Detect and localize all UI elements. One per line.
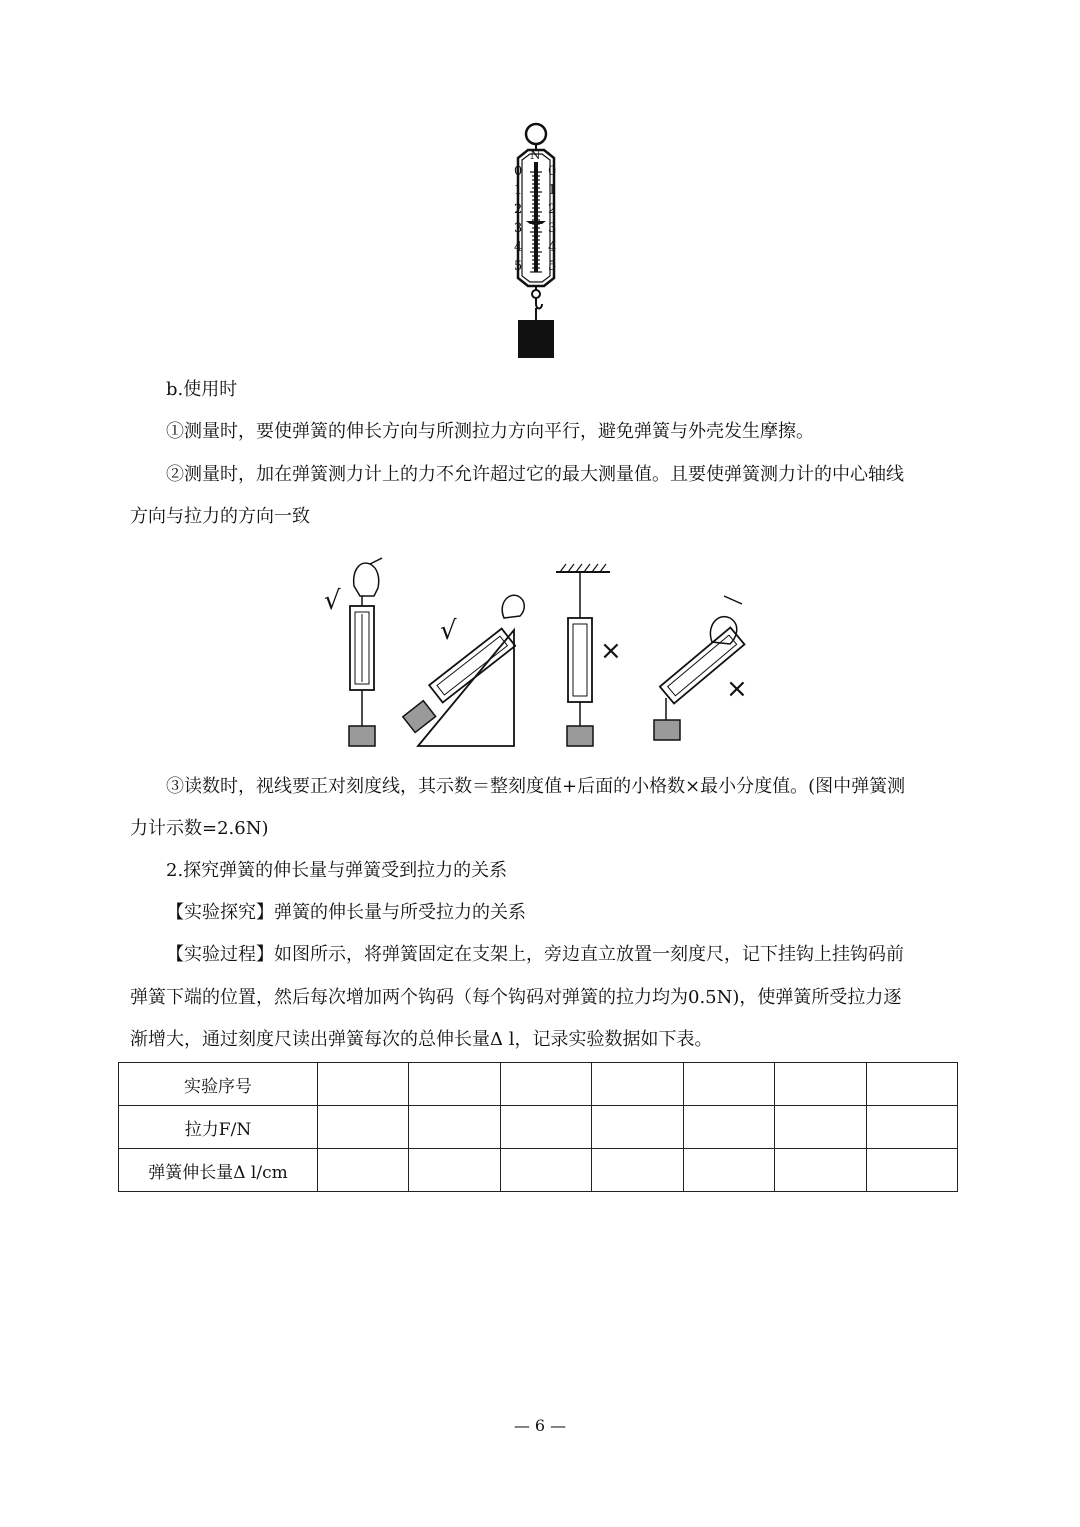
- usage-item-2-line-2: 方向与拉力的方向一致: [130, 506, 310, 527]
- panel-1-correct-vertical: [349, 558, 382, 746]
- table-cell: [318, 1106, 409, 1149]
- usage-illustrations-drawing: [320, 556, 760, 756]
- correct-mark: √: [440, 616, 457, 646]
- reading-line-1: ③读数时，视线要正对刻度线，其示数＝整刻度值+后面的小格数×最小分度值。(图中弹簧测: [166, 776, 906, 797]
- experiment-process-line-3: 渐增大，通过刻度尺读出弹簧每次的总伸长量Δ l，记录实验数据如下表。: [130, 1029, 713, 1050]
- usage-item-2-line-1: ②测量时，加在弹簧测力计上的力不允许超过它的最大测量值。且要使弹簧测力计的中心轴线: [166, 464, 904, 485]
- table-cell: [683, 1106, 774, 1149]
- table-cell: [500, 1106, 591, 1149]
- scale-tick-label: 3: [514, 221, 523, 236]
- table-cell: [775, 1106, 866, 1149]
- table-cell: [866, 1149, 957, 1192]
- process-label: 【实验过程】: [166, 944, 274, 965]
- scale-tick-label: 3: [548, 221, 557, 236]
- scale-tick-label: 4: [514, 240, 523, 255]
- table-row: [119, 1063, 958, 1106]
- scale-tick-label: 5: [548, 259, 557, 274]
- table-cell: [683, 1149, 774, 1192]
- table-cell: [409, 1149, 500, 1192]
- scale-tick-label: 5: [514, 259, 523, 274]
- scale-tick-label: 1: [514, 183, 523, 198]
- table-cell: [409, 1106, 500, 1149]
- table-cell: [592, 1063, 683, 1106]
- section-b-title: b.使用时: [166, 379, 238, 400]
- unit-label: N: [530, 148, 541, 162]
- table-cell: [318, 1149, 409, 1192]
- table-cell: [500, 1149, 591, 1192]
- table-row: [119, 1106, 958, 1149]
- right-scale: [548, 162, 556, 276]
- table-cell: [318, 1063, 409, 1106]
- table-cell: [775, 1149, 866, 1192]
- experiment-process-line-1: [130, 934, 960, 976]
- data-table: [118, 1062, 958, 1192]
- explore-label: 【实验探究】: [166, 902, 274, 923]
- spring-scale-figure: [498, 118, 582, 363]
- scale-tick-label: 2: [548, 202, 557, 217]
- row-label: 弹簧伸长量Δ l/cm: [119, 1149, 318, 1192]
- usage-item-1: ①测量时，要使弹簧的伸长方向与所测拉力方向平行，避免弹簧与外壳发生摩擦。: [166, 421, 814, 442]
- page-number: — 6 —: [513, 1416, 567, 1435]
- left-scale: [514, 162, 522, 276]
- scale-tick-label: 4: [548, 240, 557, 255]
- scale-tick-label: 1: [548, 183, 557, 198]
- incorrect-mark: ×: [600, 636, 622, 666]
- table-cell: [592, 1106, 683, 1149]
- experiment-explore: [130, 892, 960, 934]
- panel-2-correct-incline: [403, 595, 524, 746]
- weight-block: [518, 320, 554, 358]
- row-label: 拉力F/N: [119, 1106, 318, 1149]
- usage-illustrations: [320, 556, 760, 756]
- incorrect-mark: ×: [726, 674, 748, 704]
- table-row: [119, 1149, 958, 1192]
- process-text: 如图所示，将弹簧固定在支架上，旁边直立放置一刻度尺，记下挂钩上挂钩码前: [274, 944, 904, 965]
- table-cell: [866, 1063, 957, 1106]
- explore-text: 弹簧的伸长量与所受拉力的关系: [274, 902, 526, 923]
- correct-mark: √: [324, 586, 341, 616]
- table-cell: [592, 1149, 683, 1192]
- scale-tick-label: 0: [548, 164, 557, 179]
- table-cell: [500, 1063, 591, 1106]
- table-cell: [775, 1063, 866, 1106]
- scale-tick-label: 0: [514, 164, 523, 179]
- section-2-title: 2.探究弹簧的伸长量与弹簧受到拉力的关系: [166, 860, 508, 881]
- experiment-process-line-2: 弹簧下端的位置，然后每次增加两个钩码（每个钩码对弹簧的拉力均为0.5N)，使弹簧所受拉力逐: [130, 987, 902, 1008]
- row-label: 实验序号: [119, 1063, 318, 1106]
- scale-tick-label: 2: [514, 202, 523, 217]
- reading-line-2: 力计示数=2.6N): [130, 818, 269, 839]
- table-cell: [866, 1106, 957, 1149]
- panel-4-incorrect-angled: [654, 596, 744, 740]
- table-cell: [683, 1063, 774, 1106]
- table-cell: [409, 1063, 500, 1106]
